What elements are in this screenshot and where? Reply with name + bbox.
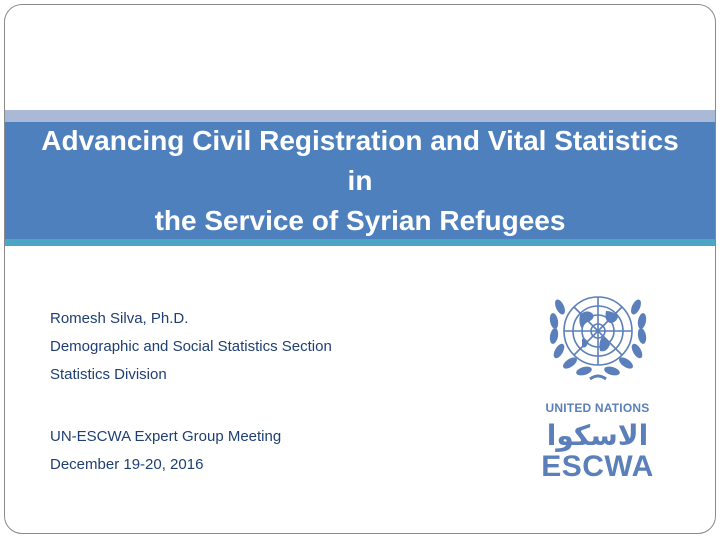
slide-frame: [4, 4, 716, 534]
presenter-info: [50, 305, 332, 479]
presenter-name: Romesh Silva, Ph.D.: [50, 310, 189, 327]
presenter-division: Statistics Division: [50, 366, 167, 383]
un-emblem-icon: [536, 281, 660, 389]
meeting-name: UN-ESCWA Expert Group Meeting: [50, 428, 282, 445]
title-band: [5, 122, 715, 239]
escwa-arabic-name: الاسكوا: [546, 419, 649, 452]
title-line-1: Advancing Civil Registration and Vital Statistics in: [41, 124, 679, 196]
escwa-acronym: ESCWA: [541, 450, 654, 483]
un-escwa-logo: [530, 281, 665, 483]
bottom-accent-stripe: [5, 239, 715, 246]
presenter-section: Demographic and Social Statistics Section: [50, 338, 332, 355]
un-org-name: UNITED NATIONS: [545, 401, 650, 415]
title-line-2: the Service of Syrian Refugees: [154, 204, 566, 236]
meeting-date: December 19-20, 2016: [50, 456, 204, 473]
slide-title: [25, 121, 695, 241]
